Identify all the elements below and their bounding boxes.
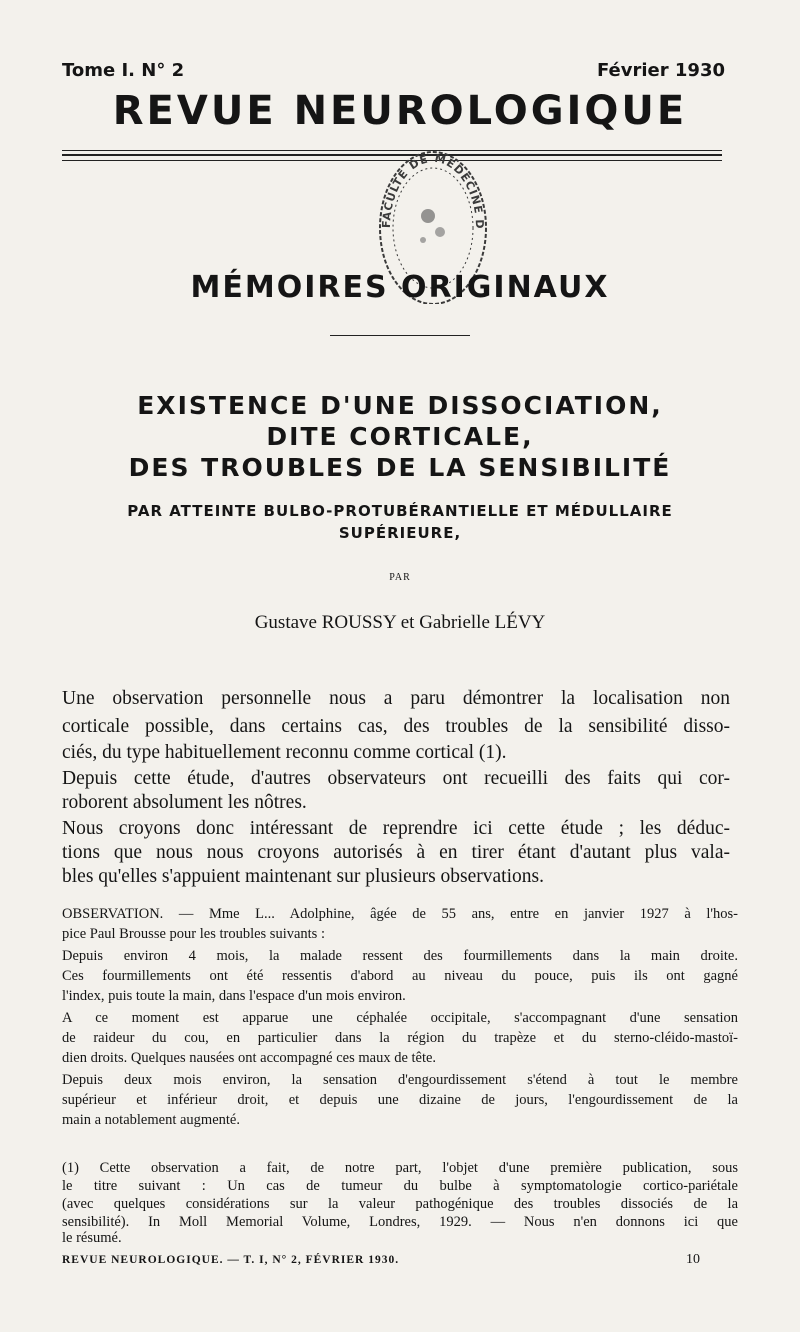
body-text-line: Depuis cette étude, d'autres observateurs ont recueilli des faits qui cor- <box>62 768 730 789</box>
stamp-text: FACULTE DE MEDECINE D <box>379 151 487 230</box>
footnote-line: (avec quelques considérations sur la valeur pathogénique des troubles dissociés de la <box>62 1196 738 1212</box>
article-title-line: EXISTENCE D'UNE DISSOCIATION, <box>137 391 663 420</box>
section-heading: MÉMOIRES ORIGINAUX <box>190 270 610 305</box>
article-title-line: DITE CORTICALE, <box>266 422 534 451</box>
body-text-line: Une observation personnelle nous a paru démontrer la localisation non <box>62 688 730 709</box>
footnote-line: (1) Cette observation a fait, de notre part, l'objet d'une première publication, sous <box>62 1160 738 1176</box>
observation-line: supérieur et inférieur droit, et depuis une dizaine de jours, l'engourdissement de la <box>62 1092 738 1108</box>
observation-line: de raideur du cou, en particulier dans la région du trapèze et du sterno-cléido-mastoï- <box>62 1030 738 1046</box>
body-text-line: Nous croyons donc intéressant de reprendre ici cette étude ; les déduc- <box>62 818 730 839</box>
body-text-line: tions que nous nous croyons autorisés à en tirer étant d'autant plus vala- <box>62 842 730 863</box>
observation-line: Depuis environ 4 mois, la malade ressent des fourmillements dans la main droite. <box>62 948 738 964</box>
observation-line: dien droits. Quelques nausées ont accompagné ces maux de tête. <box>62 1050 437 1066</box>
authors: Gustave ROUSSY et Gabrielle LÉVY <box>254 612 546 633</box>
footnote-line: sensibilité). In Moll Memorial Volume, Londres, 1929. — Nous n'en donnons ici que <box>62 1214 738 1230</box>
issue-date: Février 1930 <box>596 60 725 81</box>
article-subtitle-line: PAR ATTEINTE BULBO-PROTUBÉRANTIELLE ET MÉDULLAIRE <box>127 502 673 520</box>
observation-line: l'index, puis toute la main, dans l'espace d'un mois environ. <box>62 988 406 1004</box>
footer-citation: REVUE NEUROLOGIQUE. — T. I, N° 2, FÉVRIER 1930. <box>62 1254 400 1266</box>
observation-line: OBSERVATION. — Mme L... Adolphine, âgée de 55 ans, entre en janvier 1927 à l'hos- <box>62 906 738 922</box>
body-text-line: ciés, du type habituellement reconnu comme cortical (1). <box>62 742 507 763</box>
footnote-line: le titre suivant : Un cas de tumeur du bulbe à symptomatologie cortico-pariétale <box>62 1178 738 1194</box>
observation-line: Ces fourmillements ont été ressentis d'abord au niveau du pouce, puis ils ont gagné <box>62 968 738 984</box>
volume-number: Tome I. N° 2 <box>62 60 185 81</box>
body-text-line: roborent absolument les nôtres. <box>62 792 307 813</box>
journal-title: REVUE NEUROLOGIQUE <box>112 88 688 134</box>
article-subtitle-line: SUPÉRIEURE, <box>338 524 462 542</box>
footnote-line: le résumé. <box>62 1230 122 1246</box>
body-text-line: bles qu'elles s'appuient maintenant sur plusieurs observations. <box>62 866 544 887</box>
section-divider <box>330 335 470 336</box>
body-text-line: corticale possible, dans certains cas, des troubles de la sensibilité disso- <box>62 716 730 737</box>
by-label: PAR <box>389 572 411 583</box>
article-title-line: DES TROUBLES DE LA SENSIBILITÉ <box>128 453 672 482</box>
observation-line: A ce moment est apparue une céphalée occipitale, s'accompagnant d'une sensation <box>62 1010 738 1026</box>
page-number: 10 <box>686 1252 700 1267</box>
observation-line: pice Paul Brousse pour les troubles suivants : <box>62 926 325 942</box>
observation-line: main a notablement augmenté. <box>62 1112 240 1128</box>
observation-line: Depuis deux mois environ, la sensation d'engourdissement s'étend à tout le membre <box>62 1072 738 1088</box>
